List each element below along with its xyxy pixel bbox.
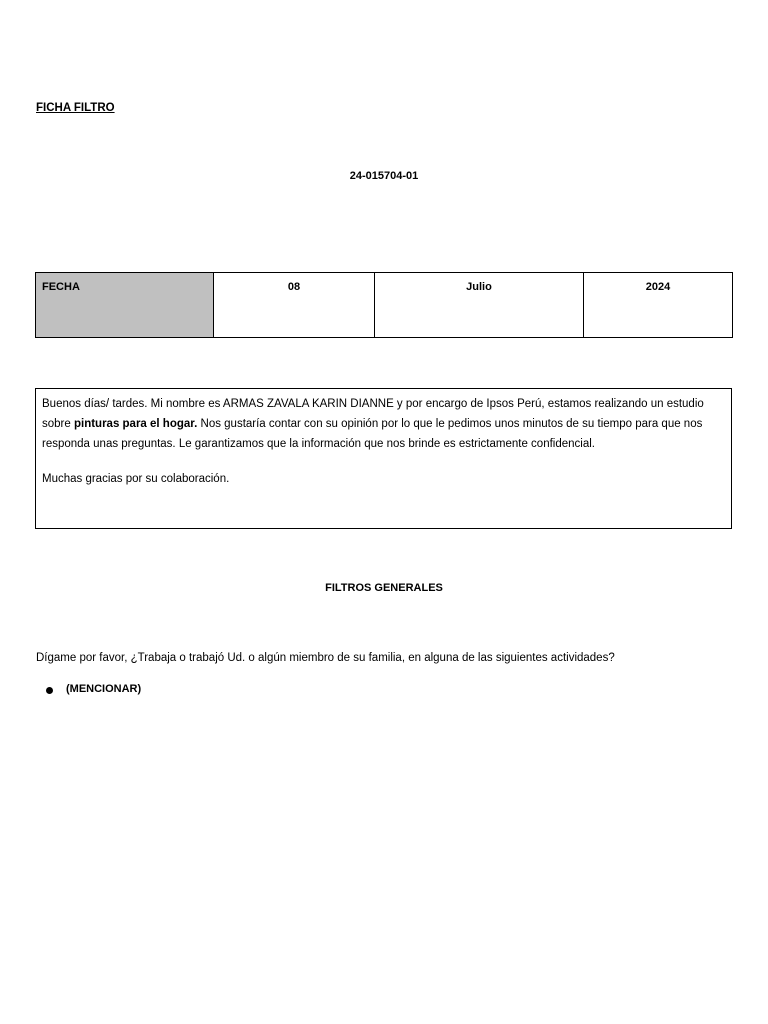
date-row	[36, 273, 733, 338]
bullet-item	[46, 683, 141, 695]
intro-paragraph	[42, 394, 725, 454]
document-title: FICHA FILTRO	[36, 102, 115, 114]
date-month: Julio	[375, 273, 584, 338]
intro-box	[35, 388, 732, 529]
date-table	[35, 272, 733, 338]
bullet-dot-icon	[46, 687, 53, 694]
date-year: 2024	[584, 273, 733, 338]
bullet-label: (MENCIONAR)	[66, 683, 142, 695]
document-code: 24-015704-01	[349, 170, 419, 182]
date-label: FECHA	[36, 273, 214, 338]
question-text: Dígame por favor, ¿Trabaja o trabajó Ud. o algún miembro de su familia, en alguna de las siguientes actividades?	[36, 652, 615, 664]
intro-text-end: Nos gustaría contar con su opinión por lo que le pedimos unos minutos de su tiempo para que nos responda unas preguntas. Le garantizamos que la información que nos brinde es estrictamente confidencial.	[42, 418, 703, 450]
intro-topic: pinturas para el hogar.	[73, 418, 198, 430]
date-day: 08	[214, 273, 375, 338]
section-title: FILTROS GENERALES	[325, 582, 443, 594]
intro-thanks: Muchas gracias por su colaboración.	[42, 473, 230, 485]
intro-text-start: Buenos días/ tardes. Mi nombre es ARMAS ZAVALA KARIN DIANNE y por encargo de Ipsos Perú, estamos realizando un estudio sobre	[42, 398, 704, 430]
